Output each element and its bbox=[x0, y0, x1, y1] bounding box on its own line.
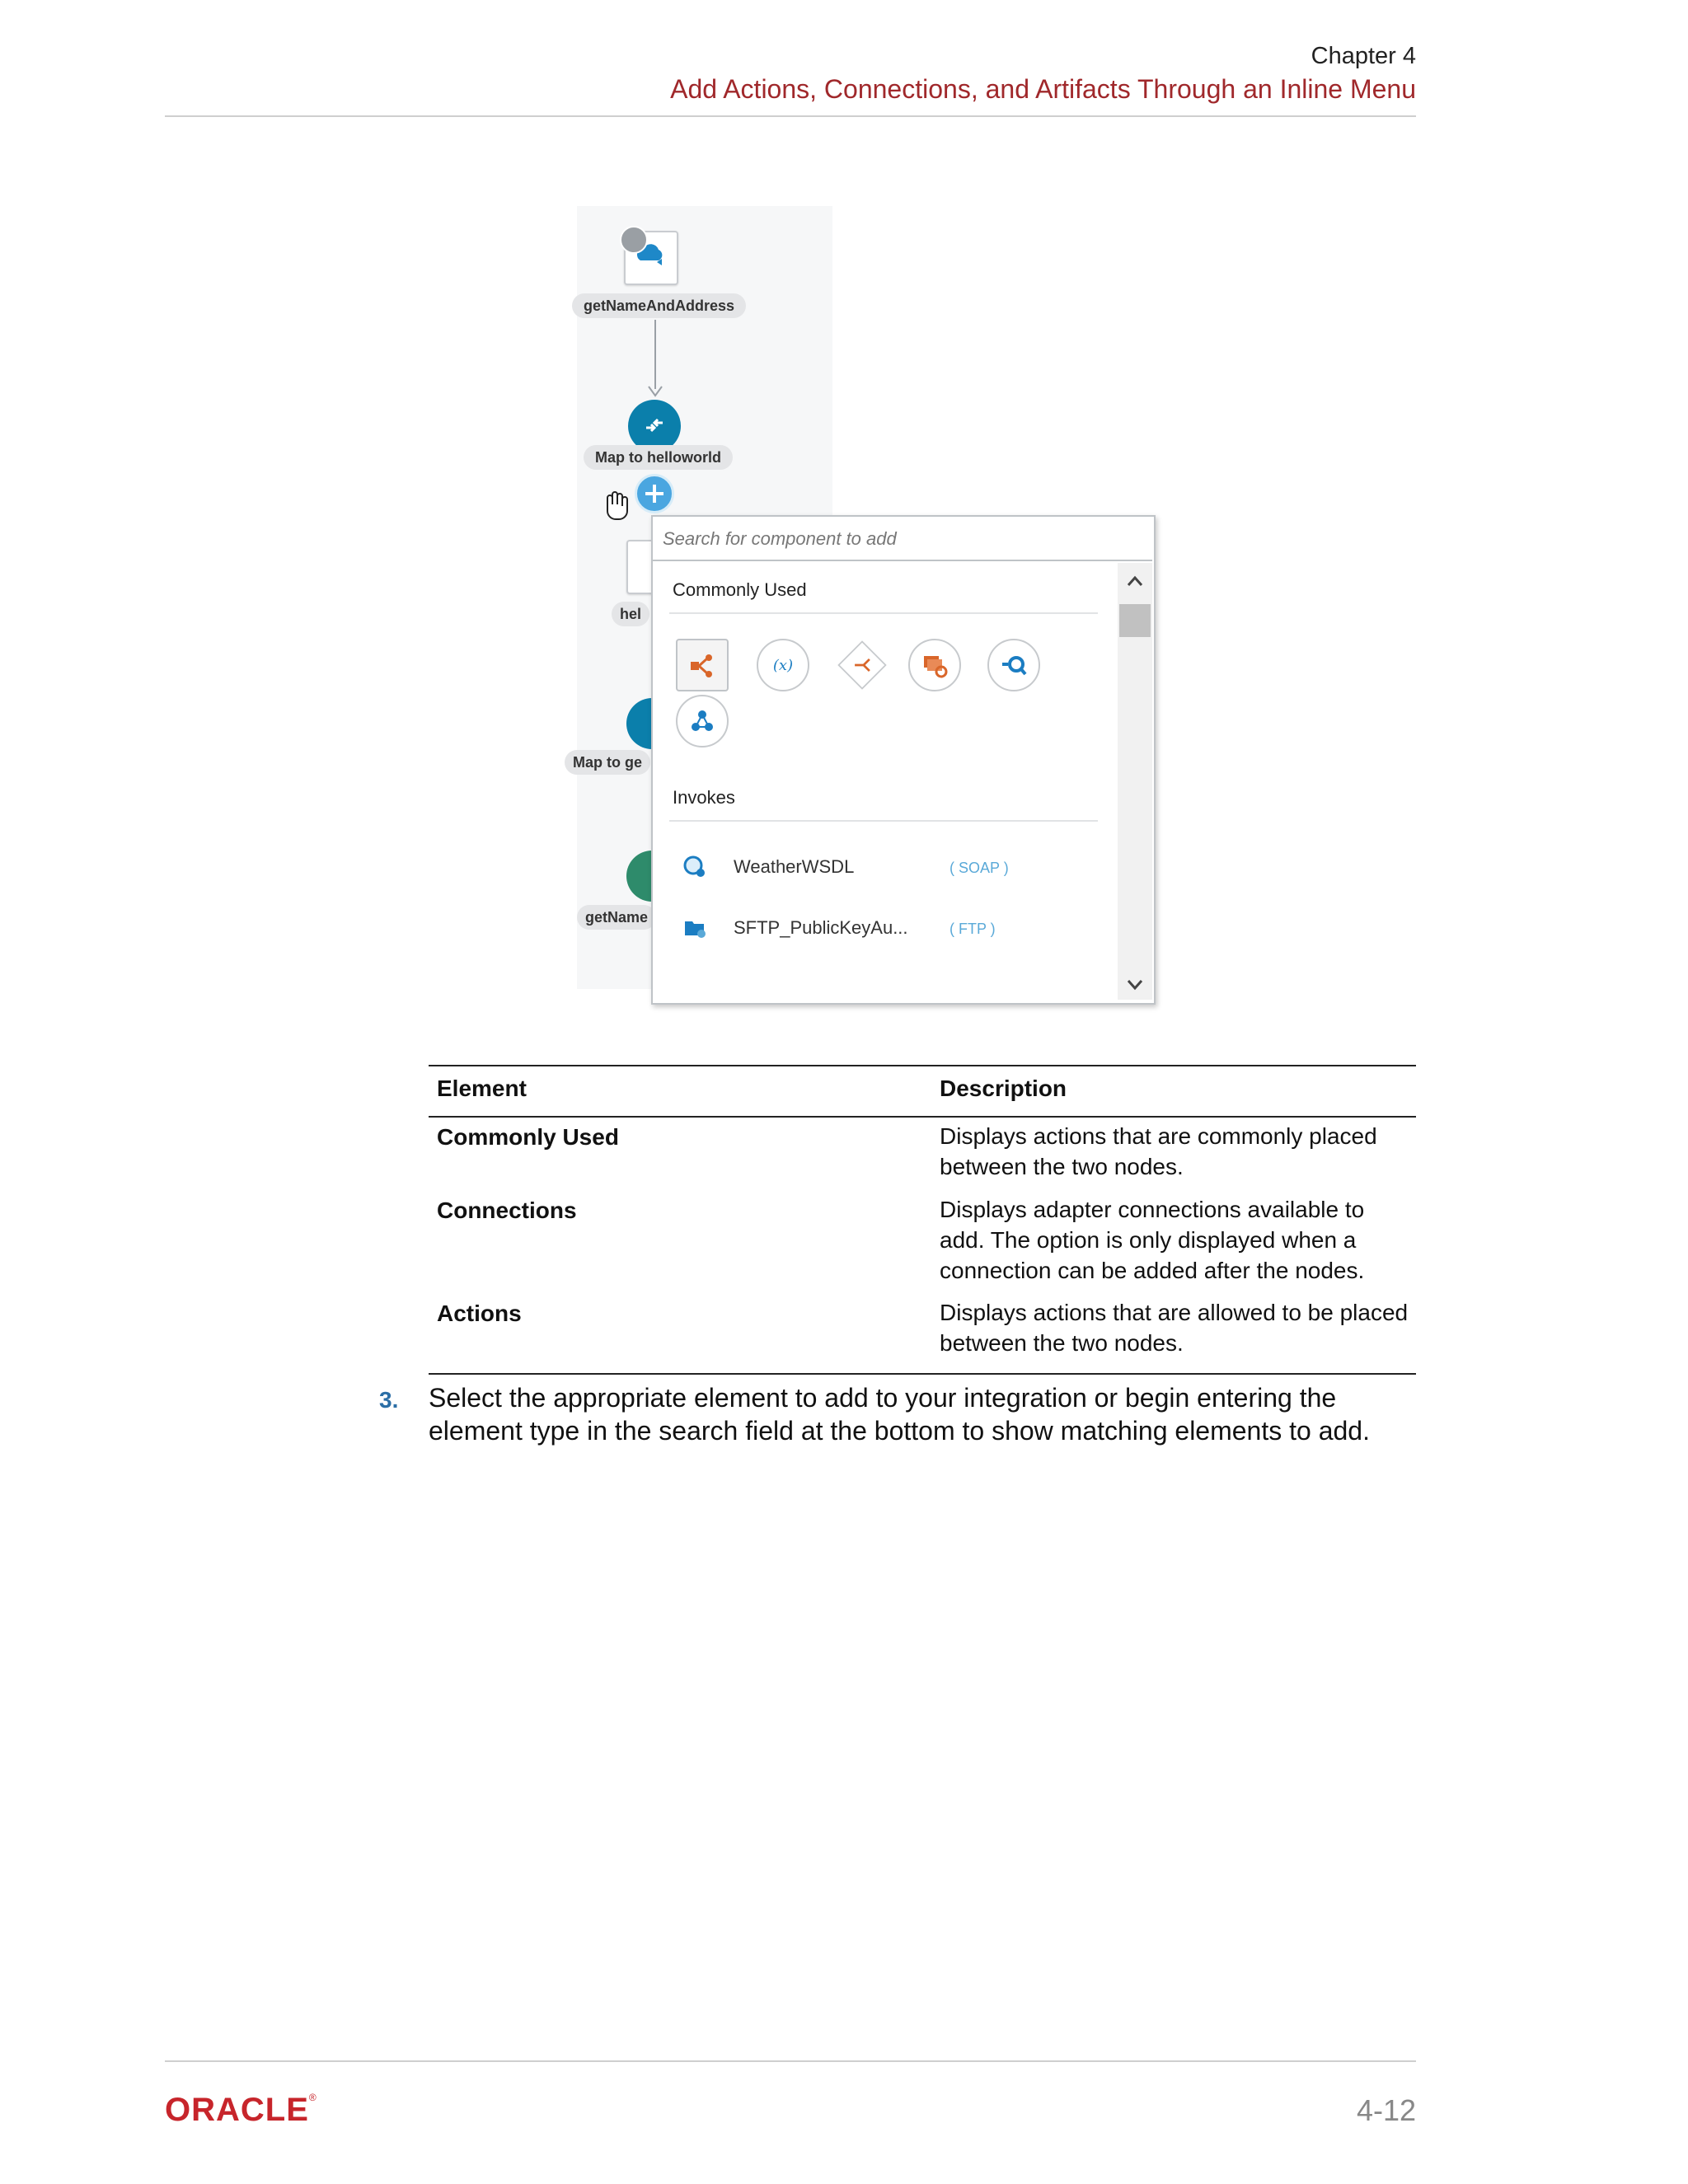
section-divider bbox=[669, 612, 1098, 614]
stage-icon bbox=[686, 705, 719, 738]
map-node-2-label: Map to ge bbox=[565, 750, 650, 775]
invoke-node-label: hel bbox=[612, 602, 649, 626]
hand-cursor-icon bbox=[598, 486, 634, 523]
stage-tool[interactable] bbox=[676, 695, 729, 748]
assign-icon bbox=[765, 653, 801, 677]
page-number: 4-12 bbox=[1356, 2093, 1416, 2127]
section-title: Add Actions, Connections, and Artifacts Through an Inline Menu bbox=[670, 74, 1416, 104]
header-divider bbox=[165, 115, 1416, 117]
integration-canvas-screenshot bbox=[429, 206, 1170, 997]
step-text: Select the appropriate element to add to your integration or begin entering the element type in the search field at the bottom to show matching elements to add. bbox=[429, 1383, 1370, 1446]
table-top-rule bbox=[429, 1065, 1416, 1066]
section-invokes: Invokes bbox=[673, 787, 735, 808]
logger-icon bbox=[997, 649, 1030, 682]
row-description: Displays adapter connections available to add. The option is only displayed when a connection can be added after the nodes. bbox=[940, 1197, 1365, 1283]
map-node-label: Map to helloworld bbox=[584, 445, 733, 470]
connector-line bbox=[654, 320, 656, 389]
arrow-down-icon bbox=[648, 386, 663, 397]
soap-globe-icon bbox=[682, 855, 707, 879]
invoke-type: ( SOAP ) bbox=[950, 860, 1009, 876]
row-element: Connections bbox=[437, 1197, 577, 1223]
step-number: 3. bbox=[379, 1387, 399, 1413]
invoke-name: SFTP_PublicKeyAu... bbox=[734, 917, 908, 938]
notification-icon bbox=[918, 649, 951, 682]
component-popup[interactable] bbox=[651, 515, 1156, 1005]
row-description: Displays actions that are commonly placed between the two nodes. bbox=[940, 1123, 1377, 1179]
oracle-logo: ORACLE® bbox=[165, 2092, 317, 2128]
table-header-element: Element bbox=[437, 1076, 527, 1101]
table-header-rule bbox=[429, 1116, 1416, 1118]
scrollbar-thumb[interactable] bbox=[1119, 604, 1151, 637]
scroll-up-icon[interactable] bbox=[1126, 574, 1144, 588]
row-element: Actions bbox=[437, 1301, 522, 1326]
row-description: Displays actions that are allowed to be placed between the two nodes. bbox=[940, 1300, 1409, 1356]
branch-icon bbox=[836, 635, 889, 695]
chapter-label: Chapter 4 bbox=[1311, 43, 1416, 69]
trigger-badge-icon bbox=[620, 226, 648, 254]
plus-icon bbox=[637, 476, 672, 511]
branch-tool[interactable] bbox=[836, 639, 889, 691]
assign-tool[interactable] bbox=[757, 639, 809, 691]
footer-divider bbox=[165, 2060, 1416, 2062]
component-search-input[interactable]: Search for component to add bbox=[653, 517, 1152, 561]
logger-tool[interactable] bbox=[987, 639, 1040, 691]
ftp-folder-icon bbox=[682, 916, 707, 940]
row-element: Commonly Used bbox=[437, 1124, 619, 1150]
notification-tool[interactable] bbox=[908, 639, 961, 691]
table-bottom-rule bbox=[429, 1373, 1416, 1375]
scroll-down-icon[interactable] bbox=[1126, 978, 1144, 991]
svg-text:(x): (x) bbox=[772, 657, 794, 674]
table-header-description: Description bbox=[940, 1076, 1067, 1101]
invoke-type: ( FTP ) bbox=[950, 921, 996, 937]
switch-tool[interactable] bbox=[676, 639, 729, 691]
trigger-node-label: getNameAndAddress bbox=[572, 293, 746, 318]
section-divider bbox=[669, 820, 1098, 822]
switch-icon bbox=[686, 649, 719, 682]
section-commonly-used: Commonly Used bbox=[673, 579, 807, 600]
add-plus-button[interactable] bbox=[635, 474, 674, 513]
invoke-name: WeatherWSDL bbox=[734, 856, 855, 877]
logo-text: ORACLE bbox=[165, 2092, 309, 2128]
end-node-label: getName bbox=[577, 905, 656, 930]
